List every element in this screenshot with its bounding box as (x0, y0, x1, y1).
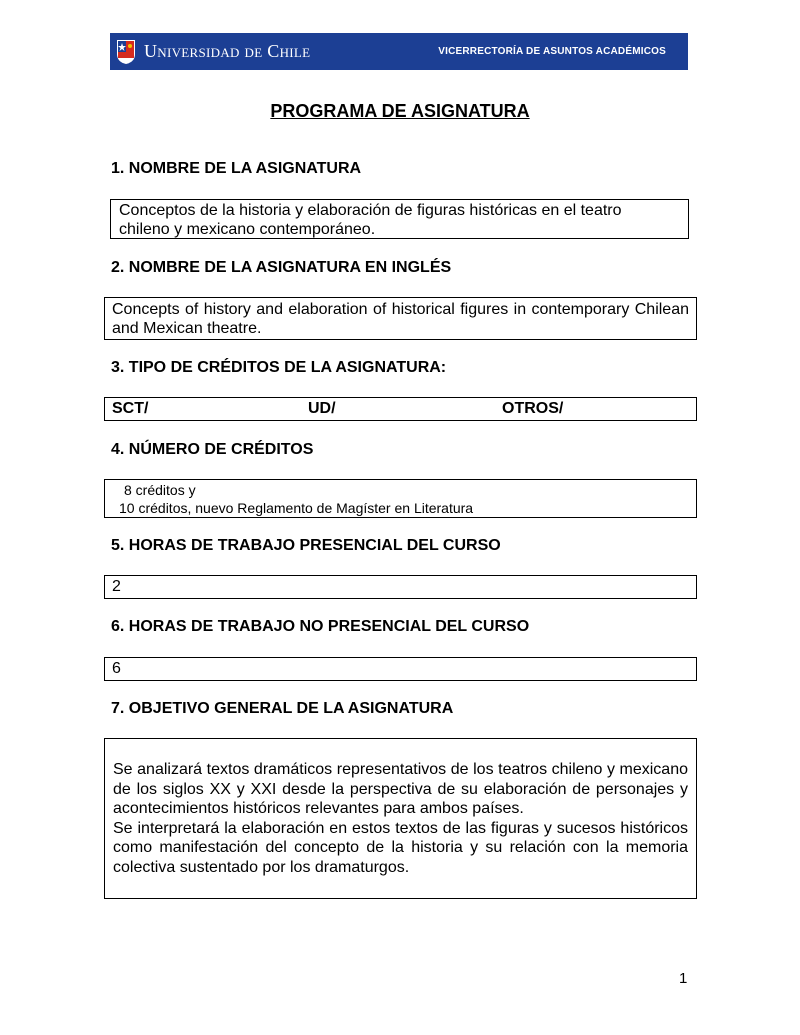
credits-line-2: 10 créditos, nuevo Reglamento de Magíster en Literatura (119, 500, 474, 516)
credits-box (104, 479, 697, 518)
non-presential-hours-box (104, 657, 697, 681)
presential-hours-box (104, 575, 697, 599)
section-4-heading: 4. NÚMERO DE CRÉDITOS (111, 441, 314, 458)
credits-line-1: 8 créditos y (124, 482, 196, 498)
office-name: VICERRECTORÍA DE ASUNTOS ACADÉMICOS (438, 46, 666, 57)
general-objective-paragraph-2: Se interpretará la elaboración en estos textos de las figuras y sucesos históricos como manifestación del concepto de la historia y su relación con la memoria colectiva sustentado por los dramaturgos. (113, 819, 688, 876)
crest-icon (116, 39, 136, 65)
section-5-heading: 5. HORAS DE TRABAJO PRESENCIAL DEL CURSO (111, 537, 501, 554)
document-title: PROGRAMA DE ASIGNATURA (270, 101, 530, 121)
credit-type-row (112, 399, 689, 418)
section-1-heading: 1. NOMBRE DE LA ASIGNATURA (111, 160, 362, 177)
course-name-line-2: chileno y mexicano contemporáneo. (119, 221, 376, 238)
course-name-box (110, 199, 689, 239)
general-objective-box (104, 738, 697, 899)
presential-hours-value: 2 (112, 578, 121, 595)
university-name: Universidad de Chile (144, 41, 311, 61)
credit-type-box (104, 397, 697, 421)
course-name-english: Concepts of history and elaboration of historical figures in contemporary Chilean and Mexican theatre. (112, 301, 689, 337)
section-2-heading: 2. NOMBRE DE LA ASIGNATURA EN INGLÉS (111, 259, 452, 276)
general-objective-paragraph-1: Se analizará textos dramáticos representativos de los teatros chileno y mexicano de los siglos XX y XXI desde la perspectiva de su elaboración de personajes y acontecimientos históricos relevantes para ambos países. (113, 761, 688, 817)
course-name-english-box (104, 297, 697, 340)
non-presential-hours-value: 6 (112, 660, 121, 677)
university-logo (116, 39, 310, 65)
credit-type-otros: OTROS/ (502, 400, 564, 417)
credit-type-ud: UD/ (308, 400, 336, 417)
section-7-heading: 7. OBJETIVO GENERAL DE LA ASIGNATURA (111, 700, 454, 717)
section-3-heading: 3. TIPO DE CRÉDITOS DE LA ASIGNATURA: (111, 359, 447, 376)
page-number: 1 (679, 970, 688, 987)
section-6-heading: 6. HORAS DE TRABAJO NO PRESENCIAL DEL CURSO (111, 618, 530, 635)
course-name-line-1: Conceptos de la historia y elaboración de figuras históricas en el teatro (119, 202, 622, 219)
header-banner (110, 33, 688, 70)
credit-type-sct: SCT/ (112, 400, 149, 417)
